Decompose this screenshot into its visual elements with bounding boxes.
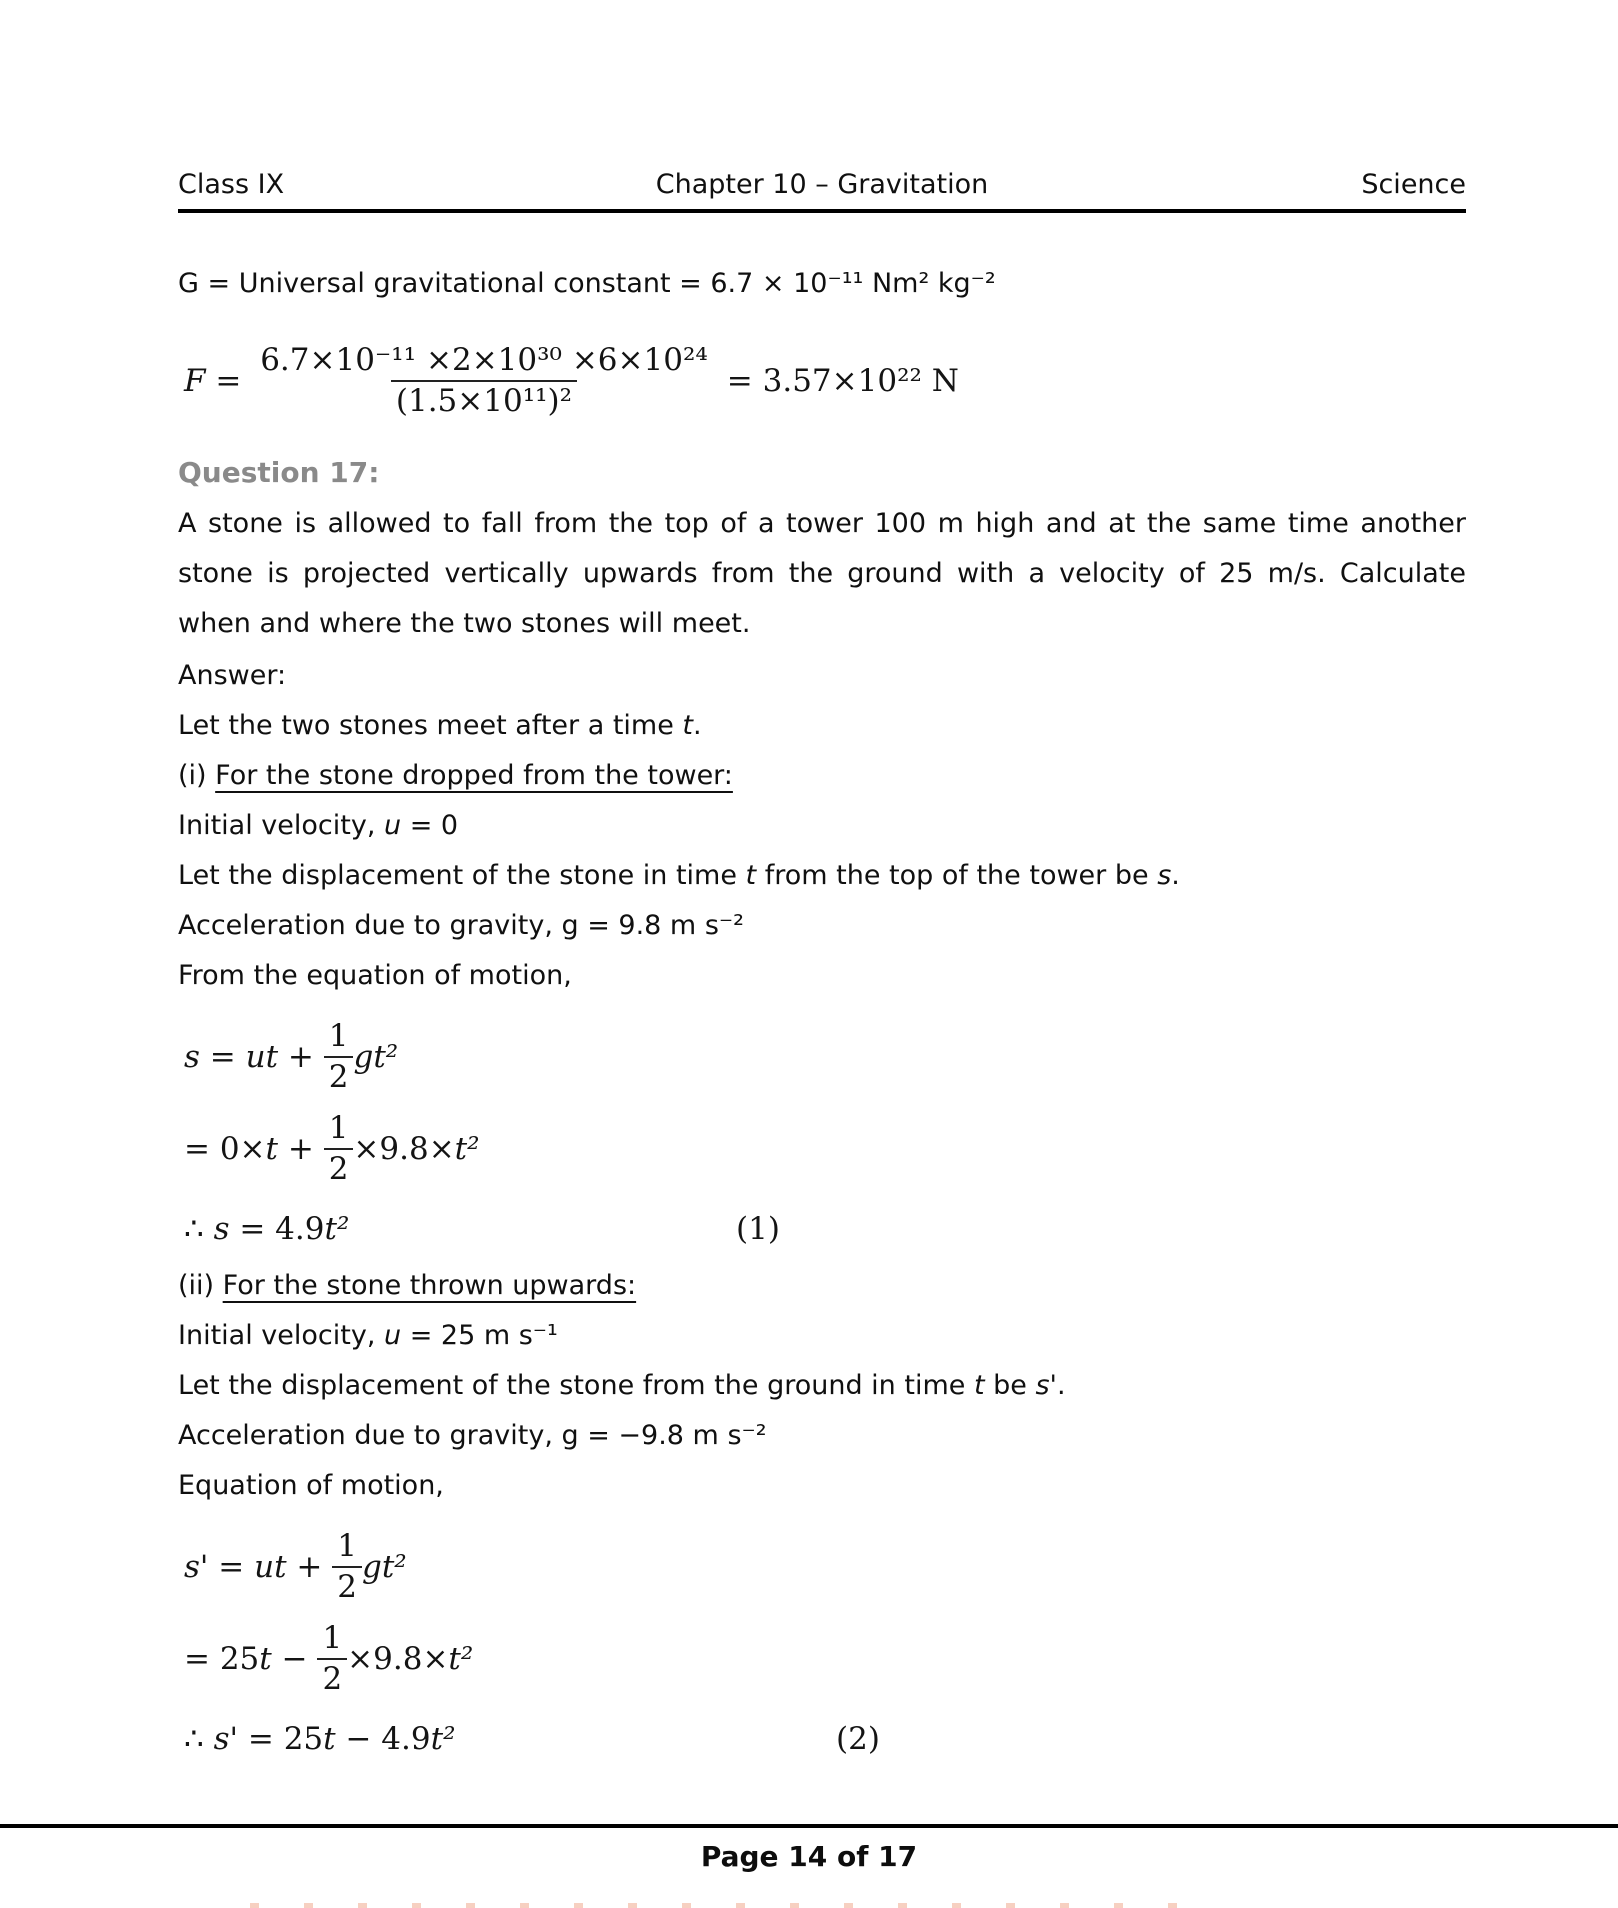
page-header bbox=[178, 168, 1466, 202]
op: ×9.8× bbox=[347, 1641, 449, 1677]
displacement-text-b: from the top of the tower be bbox=[756, 860, 1158, 891]
section-ii-heading bbox=[178, 1261, 1466, 1311]
velocity-value: = 25 m s⁻¹ bbox=[401, 1320, 558, 1351]
var-t2: t² bbox=[324, 1211, 350, 1247]
var-s: s bbox=[213, 1211, 230, 1247]
eq2-line-3 bbox=[184, 1713, 1466, 1765]
var-t: t bbox=[259, 1641, 272, 1677]
section-ii-title: For the stone thrown upwards: bbox=[222, 1270, 637, 1301]
answer-label: Answer: bbox=[178, 660, 287, 691]
eq1-line-3 bbox=[184, 1203, 1466, 1255]
var-s-prime: s' bbox=[213, 1721, 239, 1757]
var-t2: t² bbox=[430, 1721, 456, 1757]
displacement-text-a: Let the displacement of the stone from the ground in time bbox=[178, 1370, 974, 1401]
equation-of-motion-line: Equation of motion, bbox=[178, 1470, 444, 1501]
var-ut: ut bbox=[245, 1039, 279, 1075]
op: − 4.9 bbox=[335, 1721, 431, 1757]
therefore-symbol: ∴ bbox=[184, 1211, 214, 1247]
initial-velocity-line-1 bbox=[178, 801, 1466, 851]
var-gt2: gt² bbox=[353, 1039, 399, 1075]
op: = 4.9 bbox=[229, 1211, 325, 1247]
op: = bbox=[208, 1549, 255, 1585]
fraction-numerator: 6.7×10⁻¹¹ ×2×10³⁰ ×6×10²⁴ bbox=[260, 342, 708, 379]
displacement-period: . bbox=[1056, 1370, 1066, 1401]
var-t2: t² bbox=[454, 1131, 480, 1167]
question-text: A stone is allowed to fall from the top of a tower 100 m high and at the same time another stone is projected vertically upwards from the ground with a velocity of 25 m/s. Calculate when and where the two stones will meet. bbox=[178, 508, 1466, 639]
footer-rule bbox=[0, 1824, 1618, 1828]
fraction-numerator: 1 bbox=[322, 1620, 343, 1657]
from-equation-line: From the equation of motion, bbox=[178, 960, 572, 991]
header-class-label: Class IX bbox=[178, 169, 285, 200]
var-s-prime: s' bbox=[184, 1549, 209, 1585]
meet-line bbox=[178, 701, 1466, 751]
var-t2: t² bbox=[448, 1641, 474, 1677]
time-variable: t bbox=[745, 860, 757, 891]
section-ii-prefix: (ii) bbox=[178, 1270, 223, 1301]
op: − bbox=[271, 1641, 318, 1677]
var-t: t bbox=[323, 1721, 336, 1757]
half-fraction bbox=[324, 1112, 354, 1185]
equation-number-1: (1) bbox=[736, 1211, 780, 1247]
initial-velocity-text: Initial velocity, bbox=[178, 810, 384, 841]
force-fraction bbox=[255, 344, 713, 417]
cutoff-watermark bbox=[250, 1903, 1185, 1908]
section-i-prefix: (i) bbox=[178, 760, 216, 791]
equation-number-2: (2) bbox=[836, 1721, 880, 1757]
op: + bbox=[278, 1131, 324, 1167]
initial-velocity-line-2 bbox=[178, 1311, 1466, 1361]
time-variable: t bbox=[682, 710, 694, 741]
force-variable: F bbox=[184, 363, 206, 399]
meet-line-text: Let the two stones meet after a time bbox=[178, 710, 683, 741]
velocity-variable: u bbox=[383, 810, 402, 841]
fraction-denominator: 2 bbox=[324, 1056, 354, 1094]
displacement-text-a: Let the displacement of the stone in time bbox=[178, 860, 746, 891]
header-rule bbox=[178, 209, 1466, 213]
op: = 0× bbox=[184, 1131, 266, 1167]
fraction-numerator: 1 bbox=[337, 1528, 357, 1565]
var-ut: ut bbox=[254, 1549, 287, 1585]
var-t: t bbox=[265, 1131, 278, 1167]
force-result: = 3.57×10²² N bbox=[726, 363, 959, 399]
answer-section bbox=[178, 651, 1466, 1001]
displacement-line-1 bbox=[178, 851, 1466, 901]
section-i-title: For the stone dropped from the tower: bbox=[215, 760, 733, 791]
op: ×9.8× bbox=[353, 1131, 455, 1167]
half-fraction bbox=[332, 1530, 362, 1603]
eq2-line-2 bbox=[184, 1613, 1466, 1705]
displacement-variable: s' bbox=[1035, 1370, 1057, 1401]
fraction-numerator: 1 bbox=[328, 1018, 349, 1055]
eq2-line-1 bbox=[184, 1521, 1466, 1613]
velocity-variable: u bbox=[383, 1320, 402, 1351]
displacement-line-2 bbox=[178, 1361, 1466, 1411]
velocity-value: = 0 bbox=[401, 810, 459, 841]
displacement-period: . bbox=[1171, 860, 1180, 891]
eq1-line-1 bbox=[184, 1011, 1466, 1103]
question-label: Question 17: bbox=[178, 456, 380, 489]
page-number-label: Page 14 of 17 bbox=[700, 1840, 918, 1873]
header-chapter-title: Chapter 10 – Gravitation bbox=[655, 169, 989, 200]
op: + bbox=[286, 1549, 333, 1585]
header-subject-label: Science bbox=[1361, 169, 1466, 200]
op: + bbox=[278, 1039, 324, 1075]
op: = bbox=[199, 1039, 246, 1075]
var-gt2: gt² bbox=[361, 1549, 407, 1585]
fraction-denominator: 2 bbox=[317, 1658, 347, 1696]
therefore-symbol: ∴ bbox=[184, 1721, 214, 1757]
section-i-heading bbox=[178, 751, 1466, 801]
op: = 25 bbox=[184, 1641, 260, 1677]
equals-sign: = bbox=[205, 363, 252, 399]
section-ii-block bbox=[178, 1261, 1466, 1511]
force-equation bbox=[184, 325, 1466, 437]
half-fraction bbox=[317, 1622, 347, 1695]
var-s: s bbox=[184, 1039, 200, 1075]
initial-velocity-text: Initial velocity, bbox=[178, 1320, 384, 1351]
fraction-denominator: (1.5×10¹¹)² bbox=[391, 380, 577, 418]
fraction-denominator: 2 bbox=[324, 1148, 354, 1186]
op: = 25 bbox=[238, 1721, 324, 1757]
half-fraction bbox=[324, 1020, 354, 1093]
gravity-line-2: Acceleration due to gravity, g = −9.8 m s⁻² bbox=[178, 1420, 767, 1451]
gravity-line-1: Acceleration due to gravity, g = 9.8 m s⁻² bbox=[178, 910, 744, 941]
meet-line-period: . bbox=[693, 710, 702, 741]
eq1-line-2 bbox=[184, 1103, 1466, 1195]
fraction-denominator: 2 bbox=[332, 1566, 362, 1604]
gravitational-constant-line: G = Universal gravitational constant = 6.7 × 10⁻¹¹ Nm² kg⁻² bbox=[178, 268, 996, 299]
displacement-text-b: be bbox=[984, 1370, 1036, 1401]
fraction-numerator: 1 bbox=[328, 1110, 349, 1147]
displacement-variable: s bbox=[1157, 860, 1172, 891]
equation-block-2 bbox=[184, 1521, 1466, 1765]
time-variable: t bbox=[973, 1370, 985, 1401]
equation-block-1 bbox=[184, 1011, 1466, 1255]
